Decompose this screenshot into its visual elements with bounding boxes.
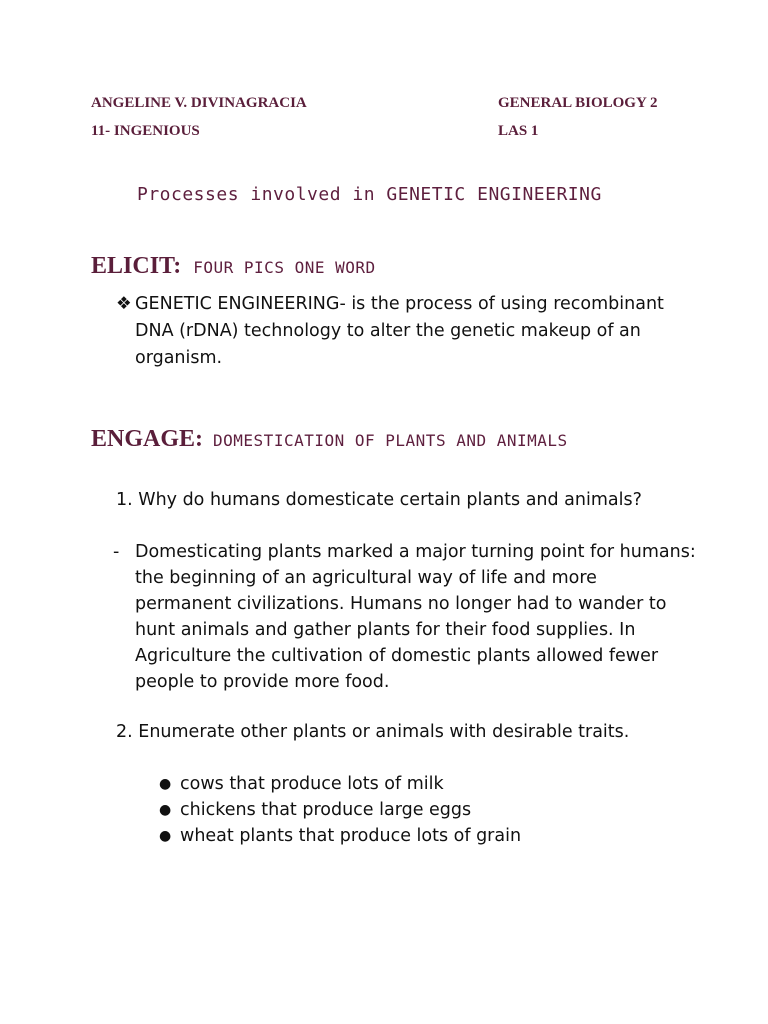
student-section: 11- INGENIOUS bbox=[91, 123, 200, 139]
definition-line-2: DNA (rDNA) technology to alter the genetic makeup of an bbox=[135, 321, 641, 341]
answer-line-4: hunt animals and gather plants for their food supplies. In bbox=[135, 620, 636, 640]
trait-item-2: chickens that produce large eggs bbox=[180, 800, 472, 820]
answer-line-6: people to provide more food. bbox=[135, 672, 390, 692]
elicit-bullet-icon: ❖ bbox=[116, 294, 132, 314]
trait-item-3: wheat plants that produce lots of grain bbox=[180, 826, 522, 846]
answer-line-3: permanent civilizations. Humans no longer had to wander to bbox=[135, 594, 667, 614]
elicit-heading bbox=[91, 253, 376, 280]
trait-bullet-icon: ● bbox=[159, 776, 172, 792]
engage-heading bbox=[91, 426, 568, 453]
trait-bullet-icon: ● bbox=[159, 802, 172, 818]
question-2: 2. Enumerate other plants or animals with desirable traits. bbox=[116, 722, 630, 742]
engage-label: ENGAGE: bbox=[91, 426, 204, 452]
engage-subtitle: DOMESTICATION OF PLANTS AND ANIMALS bbox=[213, 431, 568, 450]
answer-line-2: the beginning of an agricultural way of life and more bbox=[135, 568, 597, 588]
definition-line-3: organism. bbox=[135, 348, 223, 368]
answer-dash: - bbox=[113, 542, 120, 562]
student-name: ANGELINE V. DIVINAGRACIA bbox=[91, 95, 307, 111]
answer-line-1: Domesticating plants marked a major turning point for humans: bbox=[135, 542, 696, 562]
elicit-label: ELICIT: bbox=[91, 253, 182, 279]
answer-line-5: Agriculture the cultivation of domestic plants allowed fewer bbox=[135, 646, 659, 666]
definition-line-1: GENETIC ENGINEERING- is the process of using recombinant bbox=[135, 294, 664, 314]
trait-bullet-icon: ● bbox=[159, 828, 172, 844]
trait-item-1: cows that produce lots of milk bbox=[180, 774, 444, 794]
page-title: Processes involved in GENETIC ENGINEERING bbox=[137, 184, 602, 205]
elicit-subtitle: FOUR PICS ONE WORD bbox=[193, 258, 376, 277]
question-1: 1. Why do humans domesticate certain plants and animals? bbox=[116, 490, 642, 510]
subject-name: GENERAL BIOLOGY 2 bbox=[498, 95, 658, 111]
las-number: LAS 1 bbox=[498, 123, 539, 139]
